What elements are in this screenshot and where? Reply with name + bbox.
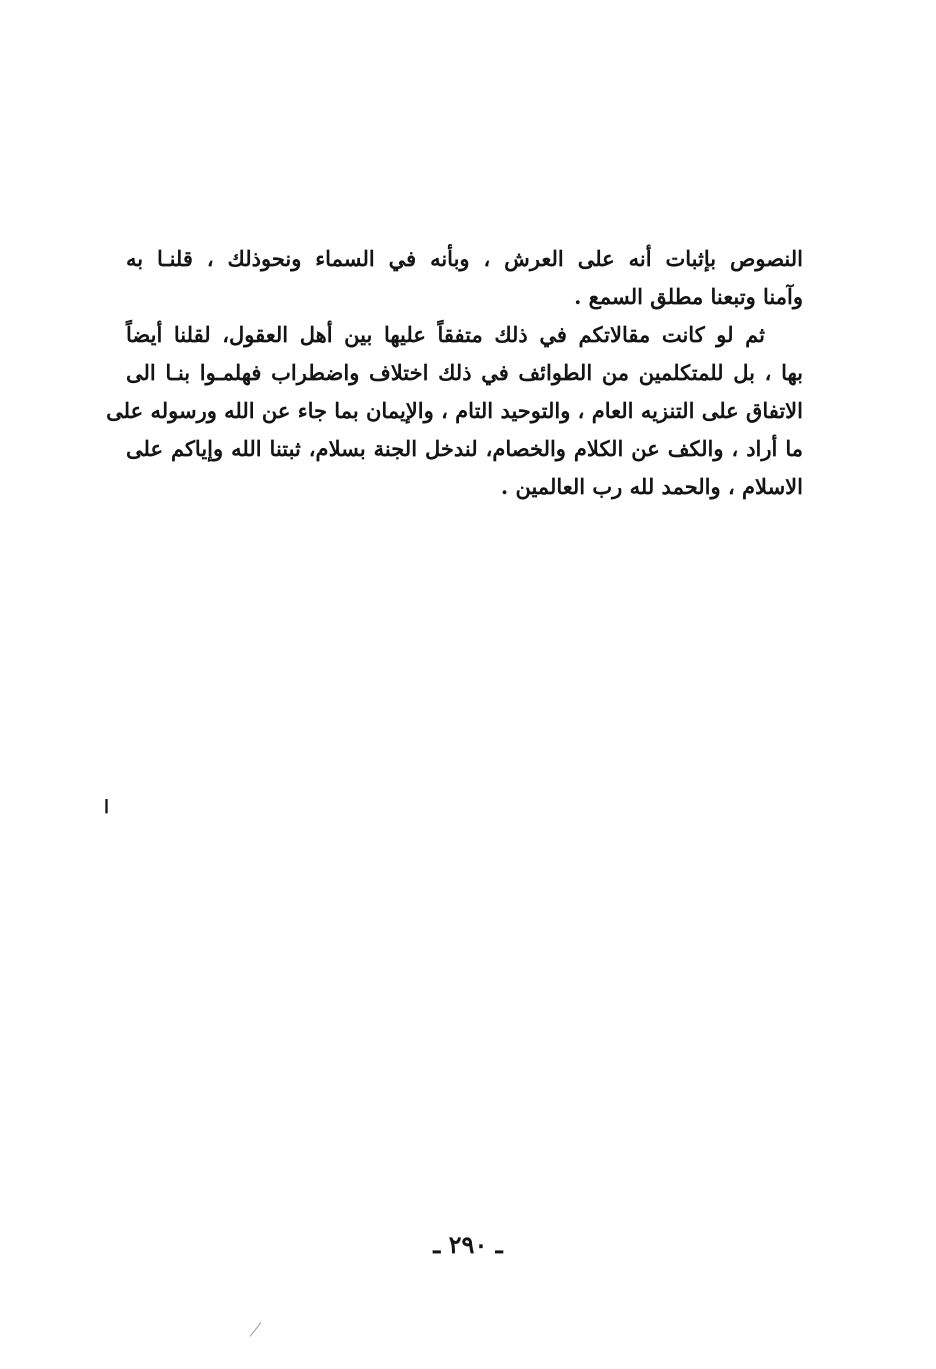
margin-mark: ا — [104, 797, 110, 818]
text-line-3: ثم لو كانت مقالاتكم في ذلك متفقاً عليها بين أهل العقول، لقلنا أيضاً — [126, 322, 765, 347]
text-line-4: بها ، بل للمتكلمين من الطوائف في ذلك اختلاف واضطراب فهلمـوا بنـا الى — [126, 360, 803, 385]
text-line-6: ما أراد ، والكف عن الكلام والخصام، لندخل الجنة بسلام، ثبتنا الله وإياكم على — [126, 436, 803, 461]
body-text — [106, 240, 803, 506]
text-line-5: الاتفاق على التنزيه العام ، والتوحيد التام ، والإيمان بما جاء عن الله ورسوله على — [106, 398, 803, 423]
text-line-2: وآمنا وتبعنا مطلق السمع . — [574, 284, 803, 309]
page-number: ـ ٢٩٠ ـ — [433, 1230, 503, 1259]
text-line-7: الاسلام ، والحمد لله رب العالمين . — [500, 474, 803, 499]
scan-artifact — [250, 1322, 262, 1337]
text-line-1: النصوص بإثبات أنه على العرش ، وبأنه في السماء ونحوذلك ، قلنـا به — [126, 246, 803, 271]
